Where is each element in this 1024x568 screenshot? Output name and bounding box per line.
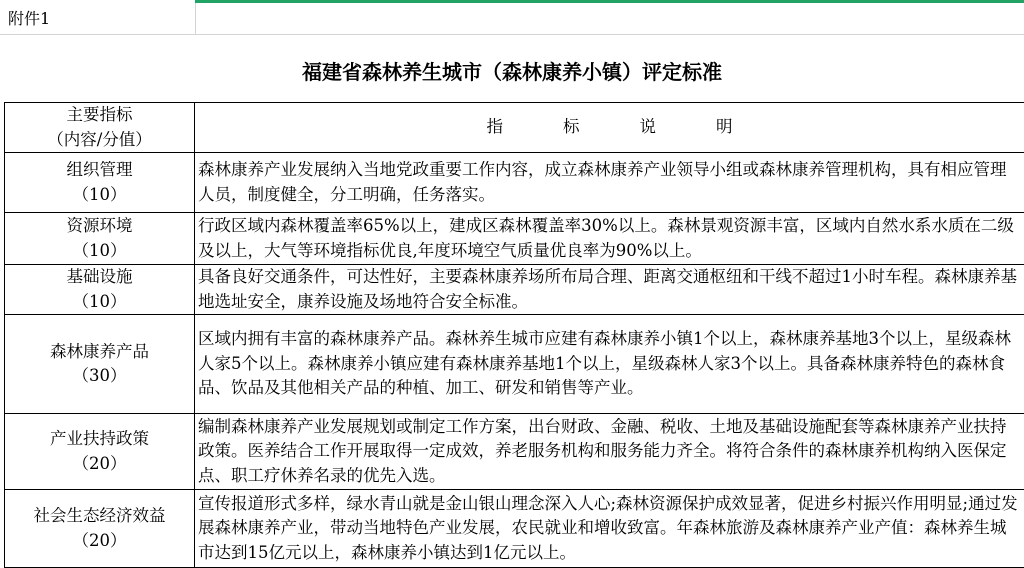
indicator-score: （20）	[5, 529, 194, 554]
indicator-score: （10）	[5, 183, 194, 208]
indicator-name: 产业扶持政策	[5, 427, 194, 452]
description-cell[interactable]: 编制森林康养产业发展规划或制定工作方案，出台财政、金融、税收、土地及基础设施配套等森林康养产业扶持政策。医养结合工作开展取得一定成效，养老服务机构和服务能力齐全。将符合条件的森林康养机构纳入医保定点、职工疗休养名录的优先入选。	[195, 414, 1024, 490]
description-cell[interactable]: 行政区域内森林覆盖率65%以上，建成区森林覆盖率30%以上。森林景观资源丰富，区域内自然水系水质在二级及以上，大气等环境指标优良,年度环境空气质量优良率为90%以上。	[195, 213, 1024, 265]
indicator-cell[interactable]	[5, 315, 195, 414]
header-indicator-line2: （内容/分值）	[5, 128, 194, 153]
description-cell[interactable]: 区域内拥有丰富的森林康养产品。森林养生城市应建有森林康养小镇1个以上，森林康养基地3个以上，星级森林人家5个以上。森林康养小镇应建有森林康养基地1个以上，星级森林人家3个以上。具备森林康养特色的森林食品、饮品及其他相关产品的种植、加工、研发和销售等产业。	[195, 315, 1024, 414]
description-cell[interactable]: 宣传报道形式多样，绿水青山就是金山银山理念深入人心;森林资源保护成效显著，促进乡村振兴作用明显;通过发展森林康养产业，带动当地特色产业发展，农民就业和增收致富。年森林旅游及森林康养产业产值：森林养生城市达到15亿元以上，森林康养小镇达到1亿元以上。	[195, 490, 1024, 568]
attachment-label[interactable]: 附件1	[8, 6, 50, 29]
indicator-score: （10）	[5, 239, 194, 264]
indicator-name: 资源环境	[5, 214, 194, 239]
description-cell[interactable]: 森林康养产业发展纳入当地党政重要工作内容，成立森林康养产业领导小组或森林康养管理机构，具有相应管理人员，制度健全，分工明确，任务落实。	[195, 153, 1024, 213]
header-char: 指	[487, 115, 504, 140]
indicator-cell[interactable]	[5, 490, 195, 568]
row-gridline	[0, 34, 1024, 35]
table-row	[5, 213, 1024, 265]
indicator-score: （20）	[5, 452, 194, 477]
column-gridline	[195, 0, 196, 34]
table-row	[5, 315, 1024, 414]
header-indicator-line1: 主要指标	[5, 103, 194, 128]
header-char: 标	[563, 115, 580, 140]
indicator-name: 组织管理	[5, 158, 194, 183]
indicator-cell[interactable]	[5, 213, 195, 265]
header-cell-indicator[interactable]	[5, 103, 195, 153]
indicator-cell[interactable]	[5, 414, 195, 490]
description-cell[interactable]: 具备良好交通条件，可达性好，主要森林康养场所布局合理、距离交通枢纽和干线不超过1小时车程。森林康养基地选址安全，康养设施及场地符合安全标准。	[195, 265, 1024, 315]
indicator-score: （30）	[5, 364, 194, 389]
indicator-name: 基础设施	[5, 265, 194, 290]
selected-cell-border	[195, 0, 1024, 3]
indicator-cell[interactable]	[5, 265, 195, 315]
table-row	[5, 153, 1024, 213]
indicator-name: 森林康养产品	[5, 340, 194, 365]
header-char: 说	[640, 115, 657, 140]
indicator-name: 社会生态经济效益	[5, 504, 194, 529]
table-row	[5, 265, 1024, 315]
indicator-cell[interactable]	[5, 153, 195, 213]
page-title[interactable]: 福建省森林养生城市（森林康养小镇）评定标准	[0, 56, 1024, 85]
table-row	[5, 490, 1024, 568]
table-row	[5, 414, 1024, 490]
indicator-score: （10）	[5, 290, 194, 315]
criteria-table	[4, 102, 1024, 568]
header-cell-description[interactable]	[195, 103, 1024, 153]
header-char: 明	[716, 115, 733, 140]
table-header-row	[5, 103, 1024, 153]
